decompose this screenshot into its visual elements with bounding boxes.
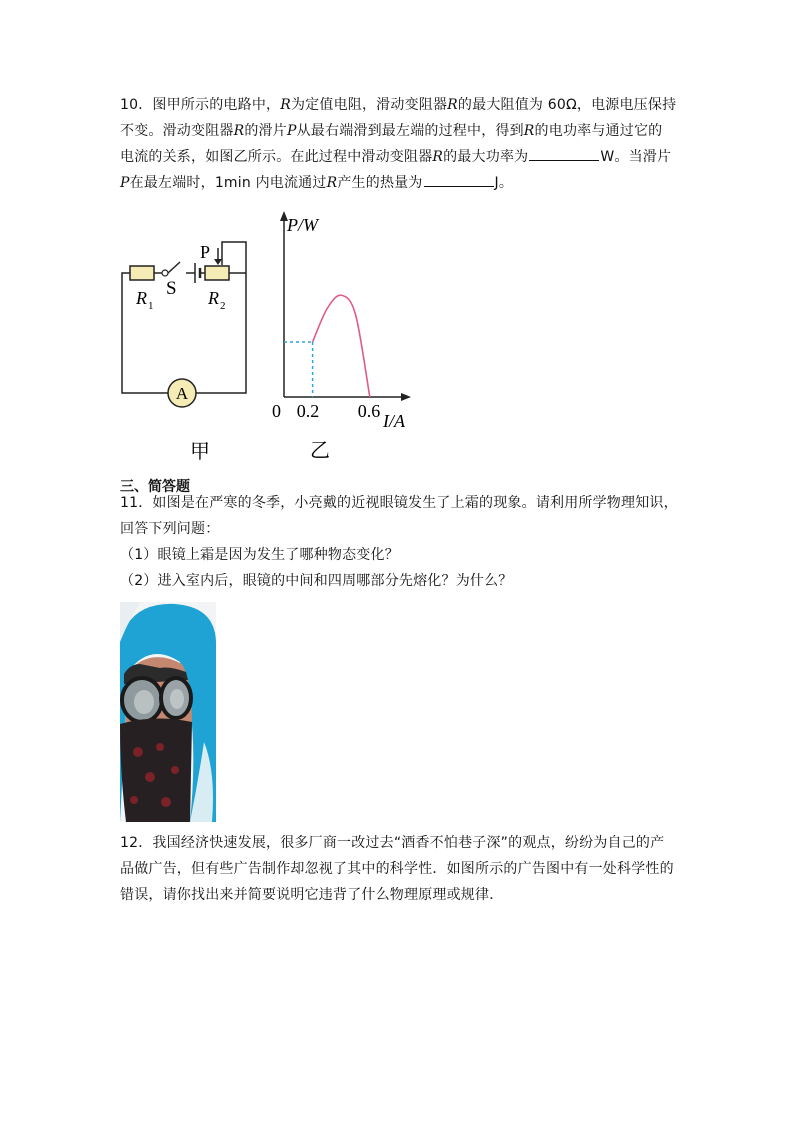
- q10-text: 的滑片: [244, 123, 287, 139]
- q10-text: J。: [494, 175, 514, 191]
- q10-line-2: [120, 118, 680, 144]
- y-axis-label: P/W: [287, 215, 318, 235]
- q10-line-4: [120, 170, 680, 196]
- q11-line-3: （1）眼镜上霜是因为发生了哪种物态变化？: [120, 547, 399, 563]
- q11-line-1: 11．如图是在严寒的冬季，小亮戴的近视眼镜发生了上霜的现象。请利用所学物理知识，: [120, 495, 678, 511]
- q10-text: 的最大阻值为 60Ω，电源电压保持: [457, 97, 677, 113]
- q11-line-2: 回答下列问题：: [120, 521, 220, 537]
- ammeter-label: A: [175, 384, 189, 403]
- q10-text: 从最右端滑到最左端的过程中，得到: [296, 123, 524, 139]
- q10-line-3: [120, 144, 680, 170]
- q10-text: 在最左端时，1min 内电流通过: [129, 175, 327, 191]
- caption-jia: 甲: [190, 441, 210, 463]
- q10-text: 的最大功率为: [443, 149, 529, 165]
- q12-line-3: 错误，请你找出来并简要说明它违背了什么物理原理或规律．: [120, 887, 504, 903]
- resistor-r1: [130, 266, 154, 280]
- q12-line-2: 品做广告，但有些广告制作却忽视了其中的科学性．如图所示的广告图中有一处科学性的: [120, 861, 674, 877]
- label-slider: P: [200, 242, 211, 262]
- q10-text: 电流的关系，如图乙所示。在此过程中滑动变阻器: [120, 149, 433, 165]
- var-p: P: [286, 123, 297, 139]
- var-r: R: [233, 123, 245, 139]
- q10-text: 10．图甲所示的电路中，: [120, 97, 281, 113]
- var-r: R: [326, 175, 338, 191]
- q10-text: 产生的热量为: [337, 175, 423, 191]
- var-r: R: [280, 97, 291, 113]
- label-r2-sub: 2: [220, 300, 226, 312]
- x-tick-label: 0.6: [357, 401, 381, 421]
- label-r1: R: [136, 288, 147, 308]
- caption-yi: 乙: [310, 440, 330, 462]
- var-r: R: [447, 97, 458, 113]
- q10-text: 的电功率与通过它的: [534, 123, 663, 139]
- switch-contact: [162, 270, 168, 276]
- var-r: R: [432, 149, 444, 165]
- label-r1-sub: 1: [148, 300, 154, 312]
- x-axis-arrow: [401, 393, 411, 401]
- frosted-glasses-photo: [120, 602, 216, 822]
- answer-blank-power[interactable]: [529, 146, 599, 161]
- question-10: [120, 92, 680, 196]
- section-title: 三、简答题: [120, 479, 190, 495]
- q12-line-1: 12．我国经济快速发展，很多厂商一改过去“酒香不怕巷子深”的观点，纷纷为自己的产: [120, 835, 665, 851]
- origin-label: 0: [272, 401, 281, 421]
- label-switch: S: [166, 278, 177, 299]
- label-r2: R: [208, 288, 219, 308]
- var-p: P: [120, 175, 130, 191]
- q11-line-4: （2）进入室内后，眼镜的中间和四周哪部分先熔化？为什么？: [120, 573, 513, 589]
- q10-line-1: [120, 92, 680, 118]
- power-current-chart: [265, 205, 425, 465]
- question-12: [120, 830, 680, 908]
- answer-blank-heat[interactable]: [424, 172, 494, 187]
- x-axis-label: I/A: [383, 411, 405, 431]
- q10-text: 为定值电阻，滑动变阻器: [290, 97, 448, 113]
- q10-text: 不变。滑动变阻器: [120, 123, 234, 139]
- question-11: [120, 490, 680, 594]
- circuit-diagram: [110, 230, 260, 470]
- var-r: R: [523, 123, 535, 139]
- power-curve: [313, 295, 370, 397]
- q10-text: W。当滑片: [600, 149, 672, 165]
- rheostat-r2: [205, 266, 229, 280]
- x-tick-label: 0.2: [296, 401, 320, 421]
